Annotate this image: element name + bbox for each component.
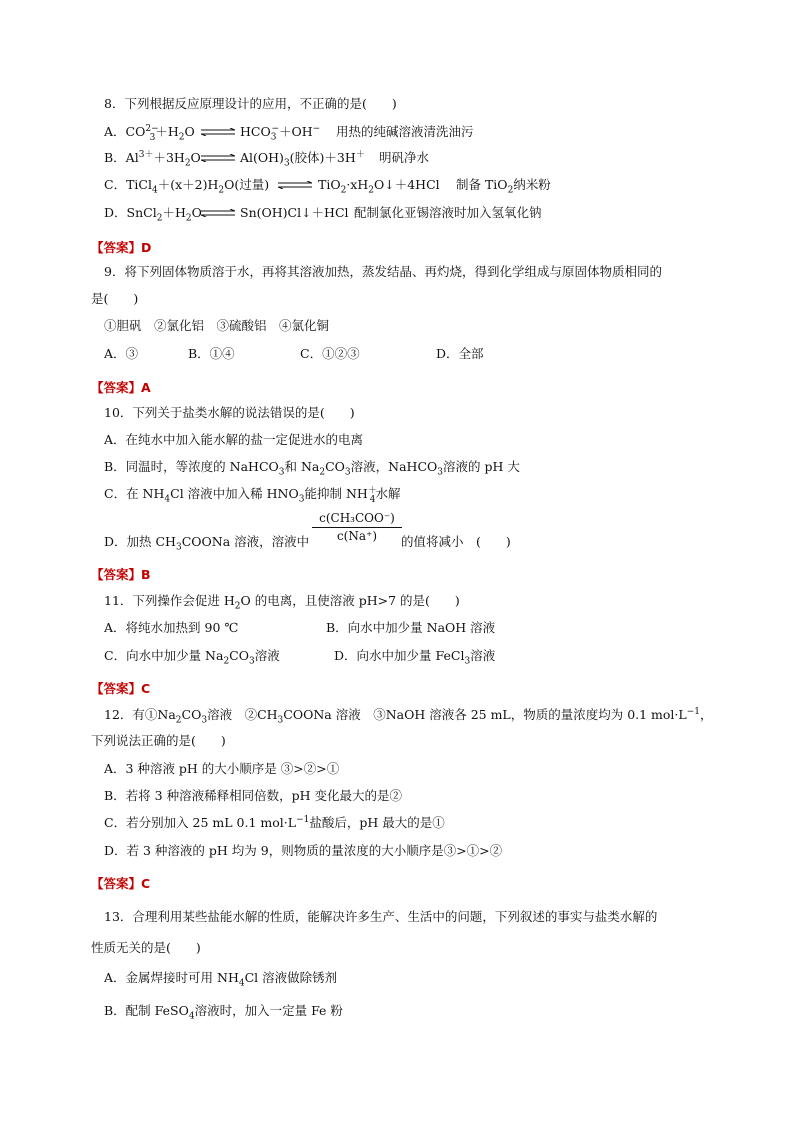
q9-option-a: A．③ (104, 346, 139, 361)
q11-option-b: B．向水中加少量 NaOH 溶液 (326, 620, 496, 635)
q10-fraction-denominator: c(Na⁺) (336, 529, 378, 543)
q13-option-a: A．金属焊接时可用 $NH_4Cl$ 溶液做除锈剂 (104, 970, 338, 989)
q10-answer: 【答案】B (91, 567, 151, 582)
equilibrium-arrow-icon (278, 181, 312, 189)
q11-option-c: C．向水中加少量 $Na_2CO_3$溶液 (104, 648, 280, 667)
q10-option-d-tail: 的值将减小 ( ) (401, 534, 511, 549)
q11-option-a: A．将纯水加热到 90 ℃ (104, 620, 239, 635)
equilibrium-arrow-icon (201, 154, 235, 162)
q11-answer: 【答案】C (91, 681, 151, 696)
equilibrium-arrow-icon (201, 128, 235, 136)
q12-option-b: B．若将 3 种溶液稀释相同倍数，pH 变化最大的是② (104, 788, 402, 803)
q8-stem: 8．下列根据反应原理设计的应用，不正确的是( ) (104, 96, 397, 111)
q9-items: ①胆矾 ②氯化铝 ③硫酸铝 ④氯化铜 (104, 318, 330, 333)
q12-option-a: A．3 种溶液 pH 的大小顺序是 ③>②>① (104, 761, 340, 776)
q10-option-a: A．在纯水中加入能水解的盐一定促进水的电离 (104, 432, 364, 447)
q8-answer: 【答案】D (91, 240, 152, 255)
q10-fraction-numerator: c(CH₃COO⁻) (319, 511, 395, 525)
q13-stem-line2: 性质无关的是( ) (91, 940, 201, 955)
q10-option-b: B．同温时，等浓度的 NaHCO$_3$和 $Na_2CO_3$溶液，NaHCO$_3$溶液的 pH 大 (104, 459, 520, 478)
q12-stem-line2: 下列说法正确的是( ) (91, 733, 226, 748)
q12-option-d: D．若 3 种溶液的 pH 均为 9，则物质的量浓度的大小顺序是③>①>② (104, 843, 503, 858)
q10-stem: 10．下列关于盐类水解的说法错误的是( ) (104, 405, 355, 420)
q11-stem: 11．下列操作会促进 $H_2O$ 的电离，且使溶液 pH>7 的是( ) (104, 593, 460, 612)
equilibrium-arrow-icon (201, 209, 235, 217)
q9-option-b: B．①④ (188, 346, 235, 361)
q10-option-c: C．在 $NH_4Cl$ 溶液中加入稀 $HNO_3$能抑制 $NH^+_4$水解 (104, 485, 401, 505)
q9-option-c: C．①②③ (300, 346, 360, 361)
q9-option-d: D．全部 (436, 346, 484, 361)
q9-stem-line1: 9．将下列固体物质溶于水，再将其溶液加热，蒸发结晶、再灼烧，得到化学组成与原固体物质相同的 (104, 264, 662, 279)
q10-fraction (312, 511, 402, 544)
q13-option-b: B．配制 FeSO$_4$溶液时，加入一定量 Fe 粉 (104, 1003, 343, 1022)
q12-option-c: C．若分别加入 25 mL 0.1 $mol\cdot L^{-1}$盐酸后，pH 最大的是① (104, 814, 445, 830)
q12-stem-line1: 12．有$①Na_2CO_3$溶液 $②CH_3COONa$ 溶液 ③NaOH 溶液各 25 mL，物质的量浓度均为 0.1 $mol\cdot L^{-1}$， (104, 706, 713, 726)
q11-option-d: D．向水中加少量 FeCl$_3$溶液 (334, 648, 496, 667)
q9-stem-line2: 是( ) (91, 291, 139, 306)
q9-answer: 【答案】A (91, 380, 151, 395)
q12-answer: 【答案】C (91, 876, 151, 891)
fraction-bar (312, 527, 402, 528)
q13-stem-line1: 13．合理利用某些盐能水解的性质，能解决许多生产、生活中的问题，下列叙述的事实与盐类水解的 (104, 909, 658, 924)
